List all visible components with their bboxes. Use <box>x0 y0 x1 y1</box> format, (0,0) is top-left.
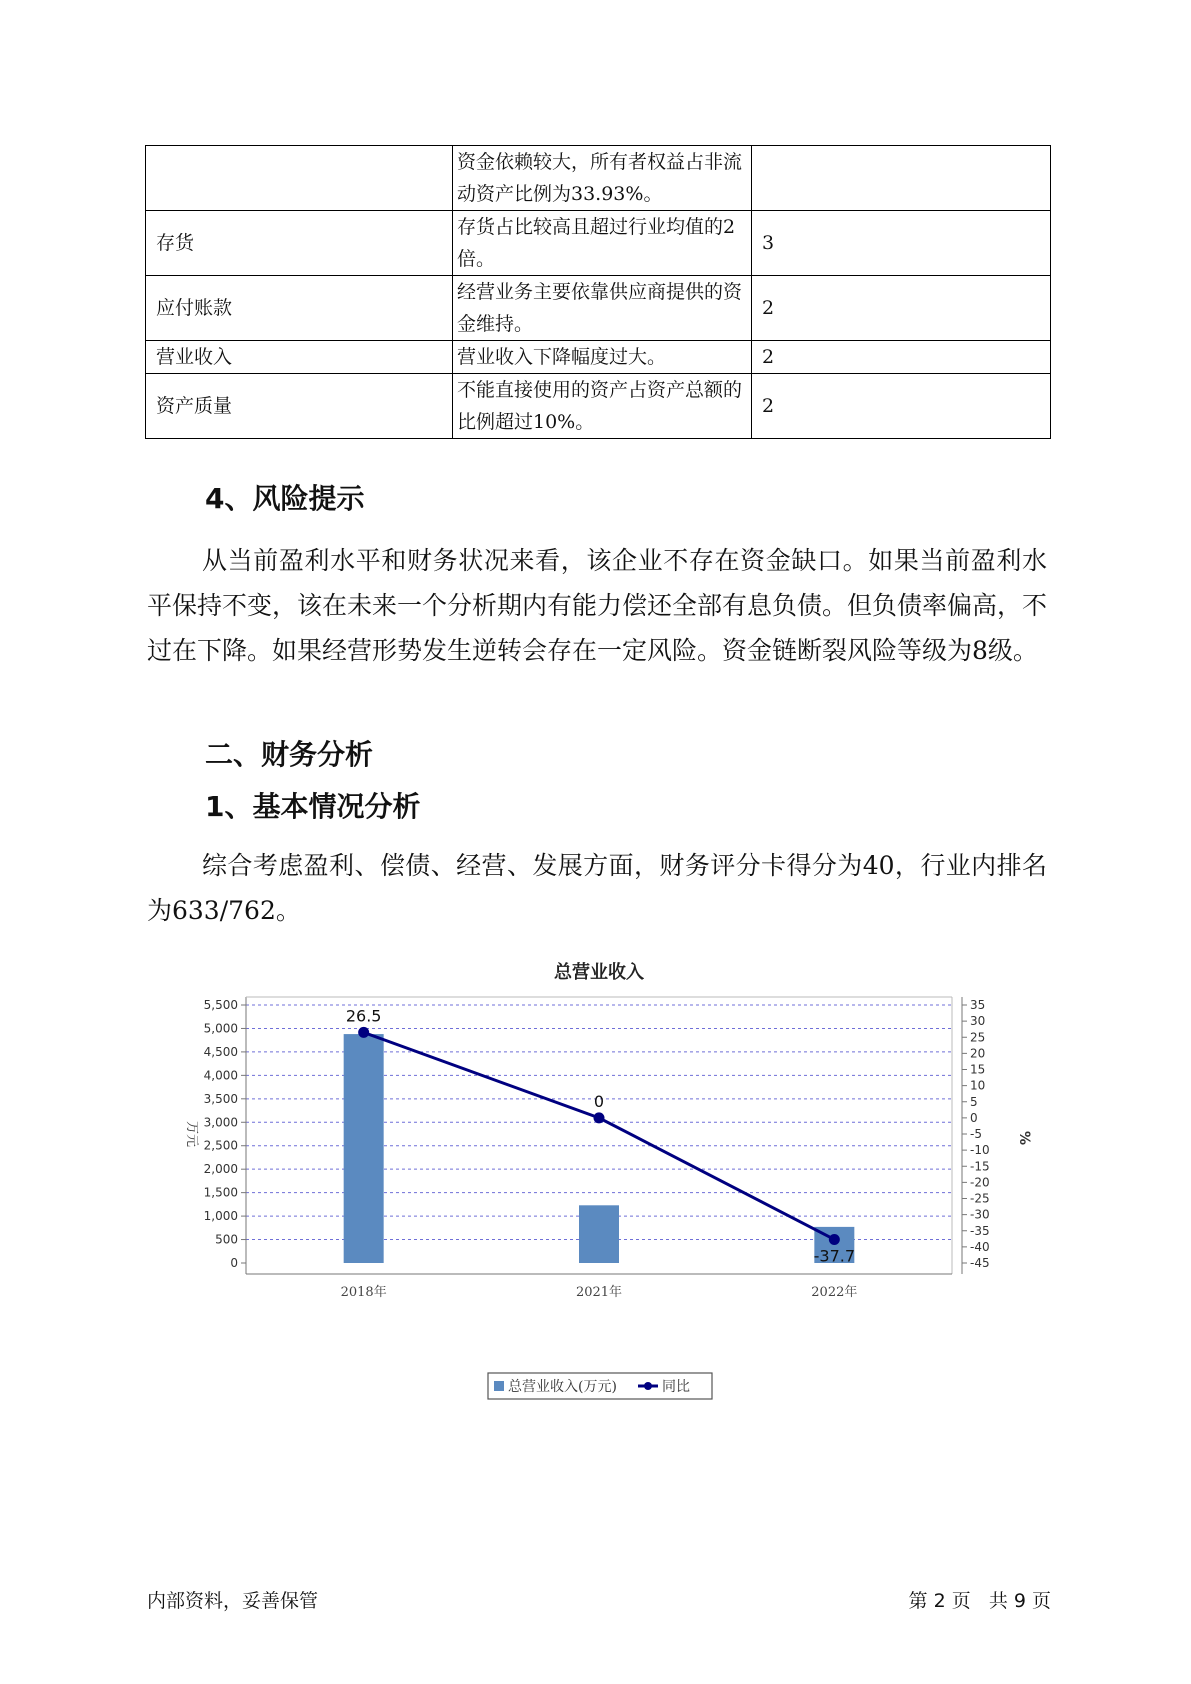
y-right-tick-label: 35 <box>970 998 986 1012</box>
y-right-tick-label: -30 <box>970 1207 990 1222</box>
table-cell-score: 2 <box>752 276 1051 341</box>
x-tick-label: 2022年 <box>811 1285 858 1300</box>
y-tick-label: 4,000 <box>203 1068 238 1083</box>
section-heading-finance: 二、财务分析 <box>205 738 374 771</box>
y-tick-label: 4,500 <box>203 1044 238 1059</box>
line-point <box>358 1027 369 1038</box>
table-cell-score: 2 <box>752 374 1051 439</box>
data-label: 26.5 <box>345 1006 382 1026</box>
table-cell-score: 2 <box>752 341 1051 374</box>
bar <box>579 1205 619 1263</box>
y-right-tick-label: -45 <box>970 1256 990 1270</box>
data-label: -37.7 <box>813 1246 856 1266</box>
y-tick-label: 1,000 <box>203 1209 238 1224</box>
table-cell-item: 营业收入 <box>146 341 453 374</box>
footer-page-number: 第 2 页 共 9 页 <box>908 1590 1051 1612</box>
table-cell-score: 3 <box>752 211 1051 276</box>
y-right-tick-label: 5 <box>970 1094 978 1109</box>
table-row <box>146 341 1051 374</box>
y-axis-label: 万元 <box>184 1120 199 1148</box>
y-right-axis-label: % <box>1016 1130 1032 1146</box>
x-tick-label: 2021年 <box>575 1285 623 1300</box>
revenue-chart-svg <box>160 950 1040 1420</box>
table-cell-score <box>752 146 1051 211</box>
table-row <box>146 276 1051 341</box>
y-right-tick-label: -35 <box>970 1223 990 1238</box>
y-tick-label: 5,000 <box>203 1021 238 1036</box>
legend-label-bar: 总营业收入(万元) <box>508 1379 617 1395</box>
table-cell-item <box>146 146 453 211</box>
y-tick-label: 2,000 <box>203 1162 238 1177</box>
y-right-tick-label: -10 <box>970 1143 990 1158</box>
section-heading-risk: 4、风险提示 <box>205 482 365 515</box>
table-cell-item: 应付账款 <box>146 276 453 341</box>
chart-title: 总营业收入 <box>554 962 644 983</box>
data-label: 0 <box>593 1091 605 1111</box>
y-tick-label: 2,500 <box>203 1138 238 1153</box>
y-right-tick-label: -15 <box>970 1159 990 1174</box>
table-cell-desc: 存货占比较高且超过行业均值的2倍。 <box>453 211 752 276</box>
basic-paragraph: 综合考虑盈利、偿债、经营、发展方面，财务评分卡得分为40，行业内排名为633/762。 <box>147 851 1047 925</box>
legend-swatch-bar <box>494 1381 504 1391</box>
table-row <box>146 146 1051 211</box>
y-right-tick-label: -5 <box>970 1127 982 1141</box>
section-heading-basic: 1、基本情况分析 <box>205 790 421 823</box>
y-right-tick-label: 10 <box>970 1078 986 1093</box>
y-right-tick-label: 20 <box>970 1046 986 1061</box>
x-tick-label: 2018年 <box>340 1285 387 1300</box>
table-cell-desc: 不能直接使用的资产占资产总额的比例超过10%。 <box>453 374 752 439</box>
y-tick-label: 5,500 <box>203 998 238 1012</box>
line-point <box>829 1234 840 1245</box>
y-tick-label: 0 <box>230 1256 238 1270</box>
table-cell-desc: 经营业务主要依靠供应商提供的资金维持。 <box>453 276 752 341</box>
table-row <box>146 374 1051 439</box>
y-tick-label: 500 <box>215 1232 238 1247</box>
legend-swatch-point <box>644 1382 652 1390</box>
y-tick-label: 3,500 <box>203 1091 238 1106</box>
legend-label-line: 同比 <box>662 1379 690 1395</box>
bar <box>344 1034 384 1263</box>
footer-left: 内部资料，妥善保管 <box>147 1590 319 1612</box>
risk-table-container <box>145 145 1051 439</box>
y-right-tick-label: -25 <box>970 1191 990 1206</box>
y-right-tick-label: 30 <box>970 1014 986 1029</box>
table-row <box>146 211 1051 276</box>
y-right-tick-label: -40 <box>970 1239 990 1254</box>
revenue-chart <box>160 950 1040 1420</box>
y-right-tick-label: 25 <box>970 1030 986 1045</box>
risk-paragraph: 从当前盈利水平和财务状况来看，该企业不存在资金缺口。如果当前盈利水平保持不变，该在未来一个分析期内有能力偿还全部有息负债。但负债率偏高，不过在下降。如果经营形势发生逆转会存在一定风险。资金链断裂风险等级为8级。 <box>147 546 1048 665</box>
y-right-tick-label: 15 <box>970 1062 986 1077</box>
risk-table <box>145 145 1051 439</box>
y-tick-label: 1,500 <box>203 1185 238 1200</box>
table-cell-desc: 营业收入下降幅度过大。 <box>453 341 752 374</box>
line-point <box>594 1112 605 1123</box>
y-tick-label: 3,000 <box>203 1115 238 1130</box>
y-right-tick-label: 0 <box>970 1110 978 1125</box>
table-cell-item: 存货 <box>146 211 453 276</box>
table-cell-item: 资产质量 <box>146 374 453 439</box>
table-cell-desc: 资金依赖较大，所有者权益占非流动资产比例为33.93%。 <box>453 146 752 211</box>
y-right-tick-label: -20 <box>970 1175 990 1190</box>
